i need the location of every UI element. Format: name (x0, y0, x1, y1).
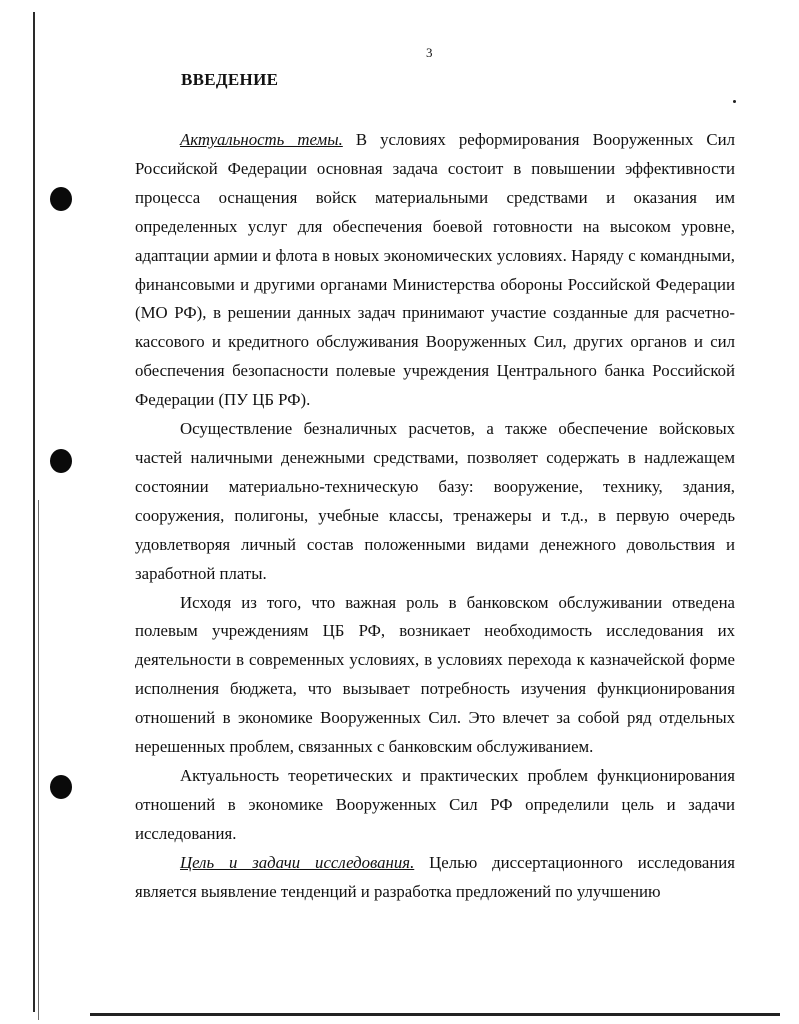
paragraph-settlements (135, 415, 735, 588)
paragraph-text: Актуальность теоретических и практических проблем функционирования отношений в экономике Вооруженных Сил РФ определили цель и задачи исследования. (135, 765, 735, 843)
binder-hole-middle (50, 449, 72, 473)
paragraph-text: Целью диссертационного исследования является выявление тенденций и разработка предложений по улучшению (135, 852, 735, 901)
paragraph-text: Осуществление безналичных расчетов, а также обеспечение войсковых частей наличными денежными средствами, позволяет содержать в надлежащем состоянии материально-техническую базу: вооружение, технику, здания, сооружения, полигоны, учебные классы, тренажеры и т.д., в первую очередь удовлетворяя личный состав положенными видами денежного довольствия и заработной платы. (135, 419, 735, 583)
paragraph-lead-goals: Цель и задачи исследования. (180, 852, 415, 872)
paragraph-lead-relevance: Актуальность темы. (180, 130, 343, 149)
binder-hole-top (50, 187, 72, 211)
section-heading: ВВЕДЕНИЕ (181, 70, 279, 89)
paragraph-banking-role (135, 589, 735, 762)
paragraph-text: Исходя из того, что важная роль в банковском обслуживании отведена полевым учреждениям ЦБ РФ, возникает необходимость исследования их деятельности в современных условиях, в условиях перехода к казначейской форме исполнения бюджета, что вызывает потребность изучения функционирования отношений в экономике Вооруженных Сил. Это влечет за собой ряд отдельных нерешенных проблем, связанных с банковским обслуживанием. (135, 592, 735, 757)
paragraph-text: В условиях реформирования Вооруженных Сил Российской Федерации основная задача состоит в повышении эффективности процесса оснащения войск материальными средствами и оказания им определенных услуг для обеспечения боевой готовности на высоком уровне, адаптации армии и флота в новых экономических условиях. Наряду с командными, финансовыми и другими органами Министерства обороны Российской Федерации (МО РФ), в решении данных задач принимают участие созданные для расчетно-кассового и кредитного обслуживания Вооруженных Сил, других органов и сил обеспечения безопасности полевые учреждения Центрального банка Российской Федерации (ПУ ЦБ РФ). (135, 130, 735, 410)
scan-speck (733, 100, 736, 103)
paragraph-goals (135, 849, 735, 907)
page-number: 3 (426, 45, 433, 60)
binder-hole-bottom (50, 775, 72, 799)
scan-edge-line-secondary (38, 500, 39, 1020)
scan-edge-line (33, 12, 35, 1012)
paragraph-relevance (135, 126, 735, 415)
body-text (135, 126, 735, 906)
paragraph-theoretical-problems (135, 762, 735, 849)
scan-bottom-edge (90, 1013, 780, 1016)
